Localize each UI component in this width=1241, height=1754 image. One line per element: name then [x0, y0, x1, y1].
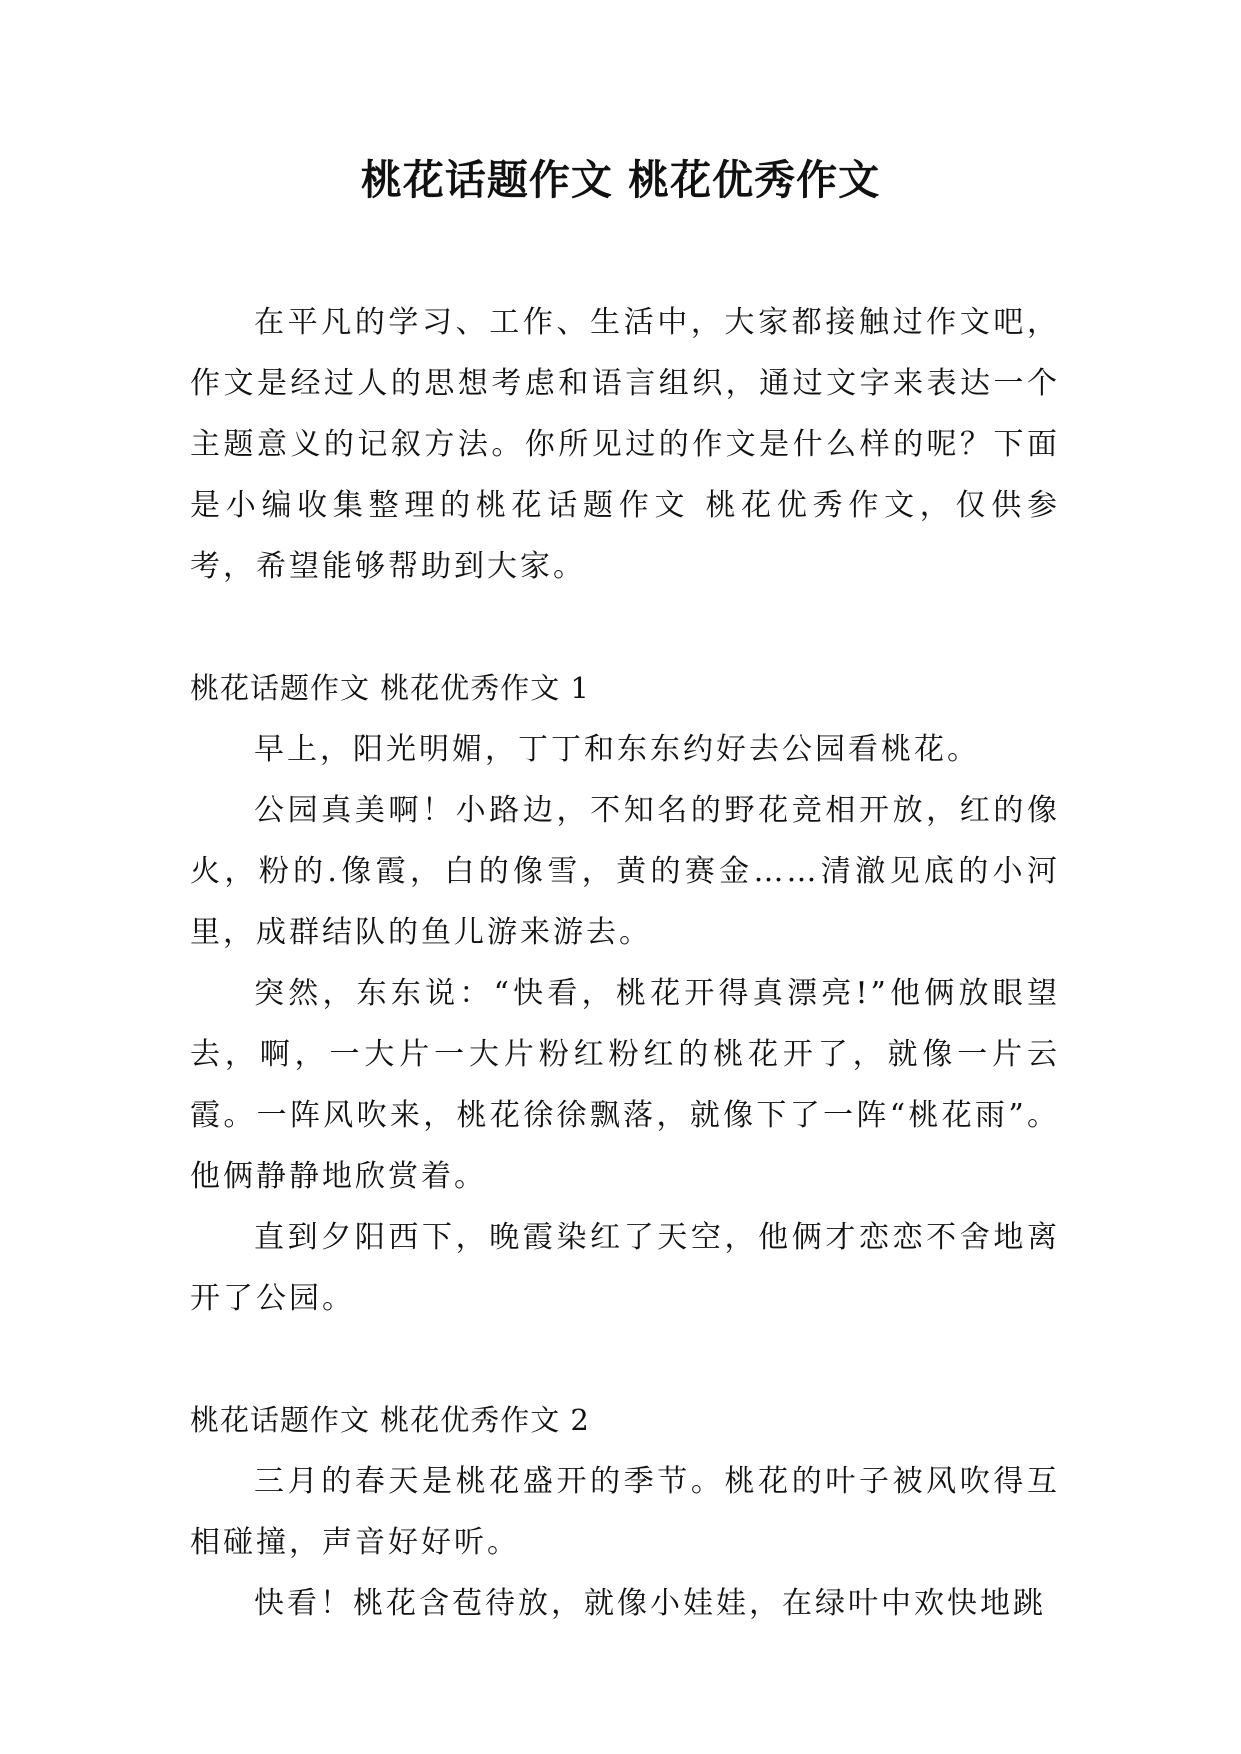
document-body — [190, 292, 1060, 1634]
section-heading: 桃花话题作文 桃花优秀作文 2 — [190, 1403, 590, 1437]
section-paragraph: 快看！桃花含苞待放，就像小娃娃，在绿叶中欢快地跳 — [254, 1586, 1046, 1621]
intro-paragraph: 在平凡的学习、工作、生活中，大家都接触过作文吧，作文是经过人的思想考虑和语言组织，通过文字来表达一个主题意义的记叙方法。你所见过的作文是什么样的呢？下面是小编收集整理的桃花话题作文 桃花优秀作文，仅供参考，希望能够帮助到大家。 — [190, 305, 1060, 584]
section-spacer — [190, 1329, 1060, 1390]
section-paragraph: 直到夕阳西下，晚霞染红了天空，他俩才恋恋不舍地离开了公园。 — [190, 1220, 1060, 1316]
section-paragraph: 突然，东东说：“快看，桃花开得真漂亮!”他俩放眼望去，啊，一大片一大片粉红粉红的桃花开了，就像一片云霞。一阵风吹来，桃花徐徐飘落，就像下了一阵“桃花雨”。他俩静静地欣赏着。 — [190, 976, 1060, 1194]
section-paragraph: 三月的春天是桃花盛开的季节。桃花的叶子被风吹得互相碰撞，声音好好听。 — [190, 1464, 1060, 1560]
essay-section-2 — [190, 1390, 1060, 1634]
essay-section-1 — [190, 658, 1060, 1329]
document-title: 桃花话题作文 桃花优秀作文 — [360, 156, 881, 204]
section-paragraph: 公园真美啊！小路边，不知名的野花竞相开放，红的像火，粉的.像霞，白的像雪，黄的赛金……清澈见底的小河里，成群结队的鱼儿游来游去。 — [190, 793, 1060, 950]
section-heading: 桃花话题作文 桃花优秀作文 1 — [190, 671, 590, 705]
section-paragraph: 早上，阳光明媚，丁丁和东东约好去公园看桃花。 — [254, 732, 980, 767]
section-spacer — [190, 597, 1060, 658]
